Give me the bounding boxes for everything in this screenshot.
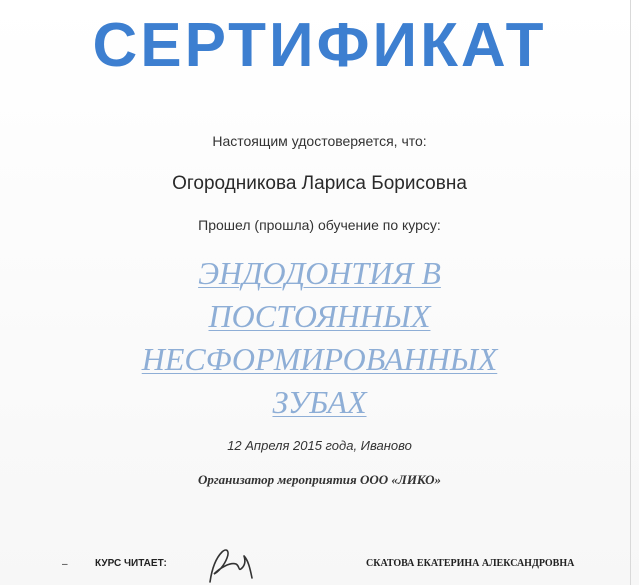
organizer-text: Организатор мероприятия ООО «ЛИКО» <box>197 472 442 487</box>
passed-course-text: Прошел (прошла) обучение по курсу: <box>198 217 441 233</box>
lecturer-name: СКАТОВА ЕКАТЕРИНА АЛЕКСАНДРОВНА <box>366 558 575 569</box>
recipient-name: Огородникова Лариса Борисовна <box>172 173 467 194</box>
course-title <box>0 252 639 424</box>
course-title-line: НЕСФОРМИРОВАННЫХ <box>141 341 498 377</box>
lecturer-label: КУРС ЧИТАЕТ: <box>95 558 167 569</box>
course-title-line: ПОСТОЯННЫХ <box>208 298 431 334</box>
course-title-line: ЗУБАХ <box>272 384 367 420</box>
intro-text: Настоящим удостоверяется, что: <box>212 133 427 149</box>
signature-image <box>200 538 260 585</box>
date-place: 12 Апреля 2015 года, Иваново <box>227 438 412 453</box>
certificate-title: СЕРТИФИКАТ <box>92 11 547 80</box>
dash-mark: – <box>62 559 68 570</box>
course-title-line: ЭНДОДОНТИЯ В <box>198 255 441 291</box>
